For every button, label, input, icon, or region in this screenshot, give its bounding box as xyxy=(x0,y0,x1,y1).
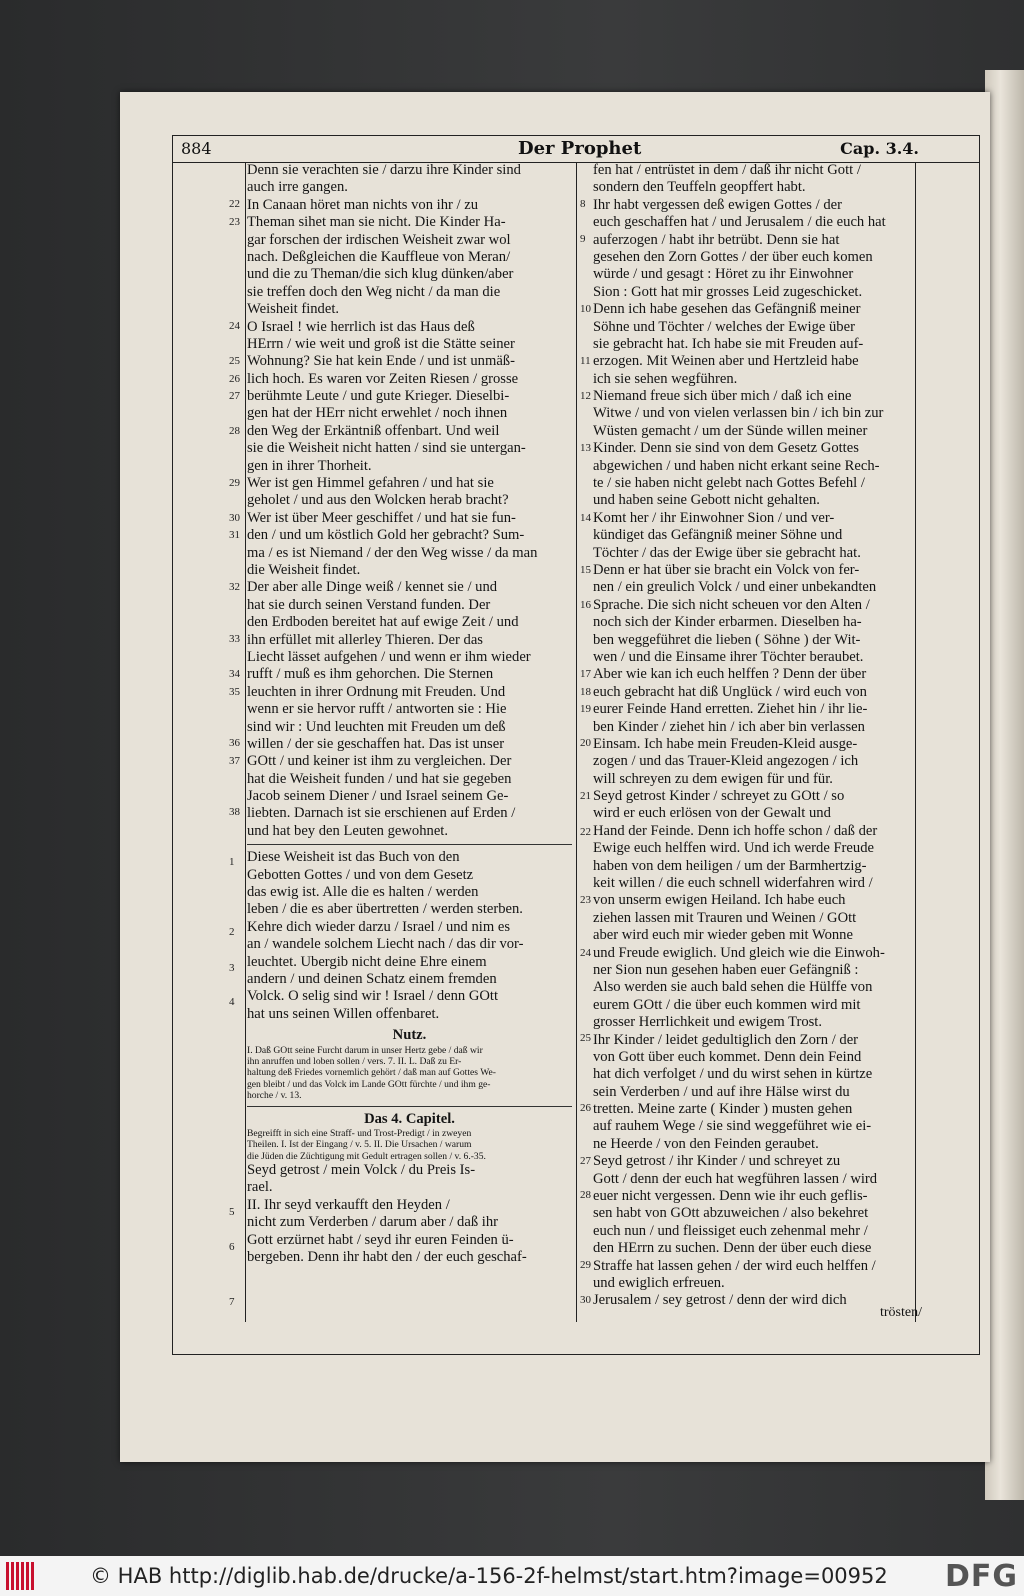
verse-number: 23 xyxy=(229,216,240,228)
verse-number: 36 xyxy=(229,737,240,749)
text-line: an / wandele solchem Liecht nach / das dir vor- xyxy=(247,936,524,953)
text-line: hat uns seinen Willen offenbaret. xyxy=(247,1005,440,1022)
text-line: O Israel ! wie herrlich ist das Haus deß xyxy=(247,318,475,335)
left-text-block xyxy=(247,162,572,840)
page-number: 884 xyxy=(181,139,212,158)
column-divider xyxy=(576,162,577,1322)
verse-number: 16 xyxy=(580,599,591,611)
text-line: Jacob seinem Diener / und Israel seinem Ge- xyxy=(247,788,509,805)
verse-number: 31 xyxy=(229,529,240,541)
verse-number: 27 xyxy=(580,1155,591,1167)
text-line: Liecht lässet aufgehen / und wenn er ihm wieder xyxy=(247,648,531,665)
text-line: und die zu Theman/die sich klug dünken/aber xyxy=(247,266,514,283)
text-line: wen / und die Einsame ihrer Töchter beraubet. xyxy=(593,648,864,665)
text-line: leuchten in ihrer Ordnung mit Freuden. Und xyxy=(247,683,506,700)
text-line: Denn ich habe gesehen das Gefängniß meiner xyxy=(593,301,861,318)
text-line: euch gebracht hat diß Unglück / wird euch von xyxy=(593,683,867,700)
verse-number: 30 xyxy=(229,512,240,524)
running-title: Der Prophet xyxy=(518,138,642,159)
text-line: fen hat / entrüstet in dem / daß ihr nicht Gott / xyxy=(593,162,861,178)
text-line: Wohnung? Sie hat kein Ende / und ist unmäß- xyxy=(247,353,515,370)
text-line: Seyd getrost Kinder / schreyet zu GOtt / so xyxy=(593,788,845,805)
verse-number: 7 xyxy=(229,1296,235,1308)
text-line: Denn er hat über sie bracht ein Volck von fer- xyxy=(593,561,860,578)
text-line: wird er euch erlösen von der Gewalt und xyxy=(593,805,831,822)
library-logo-icon xyxy=(6,1562,46,1590)
dfg-logo: DFG xyxy=(944,1559,1018,1594)
text-line: Ewige euch helffen wird. Und ich werde Freude xyxy=(593,840,874,857)
text-line: sein Verderben / und auf ihre Hälse wirst du xyxy=(593,1083,850,1100)
text-line: eurem GOtt / die über euch kommen wird mit xyxy=(593,996,861,1013)
section-rule xyxy=(247,1106,572,1107)
text-line: sen habt von GOtt abzuweichen / also bekehret xyxy=(593,1205,869,1222)
verse-number: 10 xyxy=(580,303,591,315)
text-line: ne Heerde / von den Feinden geraubet. xyxy=(593,1135,819,1152)
verse-number: 22 xyxy=(580,826,591,838)
verse-number: 3 xyxy=(229,962,235,974)
text-line: und ewiglich erfreuen. xyxy=(593,1275,725,1291)
text-line: tretten. Meine zarte ( Kinder ) musten gehen xyxy=(593,1101,853,1118)
text-line: euch geschaffen hat / und Jerusalem / die euch hat xyxy=(593,214,886,231)
nutz-heading: Nutz. xyxy=(392,1027,427,1044)
book-page xyxy=(120,92,990,1462)
text-line: und haben seine Gebott nicht gehalten. xyxy=(593,492,820,509)
verse-number: 30 xyxy=(580,1294,591,1306)
text-line: ner Sion nun gesehen haben euer Gefängniß : xyxy=(593,961,859,978)
verse-number: 24 xyxy=(580,947,591,959)
text-line: von Gott über euch kommet. Denn dein Feind xyxy=(593,1048,862,1065)
text-line: leuchtet. Ubergib nicht deine Ehre einem xyxy=(247,953,487,970)
verse-number: 21 xyxy=(580,790,591,802)
verse-number: 33 xyxy=(229,633,240,645)
section-rule xyxy=(247,844,572,845)
chapter-reference: Cap. 3.4. xyxy=(840,139,919,158)
verse-number: 29 xyxy=(580,1259,591,1271)
verse-number: 34 xyxy=(229,668,240,680)
text-line: noch sich der Kinder erbarmen. Dieselben ha- xyxy=(593,614,862,631)
text-line: eurer Feinde Hand erretten. Ziehet hin / ihr lie- xyxy=(593,701,868,718)
text-line: hat dich verfolget / und du wirst sehen in kürtze xyxy=(593,1066,873,1083)
text-line: Seyd getrost / ihr Kinder / und schreyet zu xyxy=(593,1153,841,1170)
text-line: Kinder. Denn sie sind von dem Gesetz Gottes xyxy=(593,440,859,457)
catchword: trösten/ xyxy=(880,1305,922,1320)
text-line: Theman sihet man sie nicht. Die Kinder Ha- xyxy=(247,214,506,231)
verse-number: 14 xyxy=(580,512,591,524)
text-line: Hand der Feinde. Denn ich hoffe schon / daß der xyxy=(593,822,878,839)
text-line: die Weisheit findet. xyxy=(247,561,361,578)
text-line: Niemand freue sich über mich / daß ich eine xyxy=(593,388,852,405)
text-line: auf rauhem Wege / sie sind weggeführet wie ei- xyxy=(593,1118,872,1135)
text-line: nach. Deßgleichen die Kauffleue von Meran/ xyxy=(247,248,511,265)
text-line: und hat bey den Leuten gewohnet. xyxy=(247,822,449,839)
text-line: ben weggeführet die lieben ( Söhne ) der Wit- xyxy=(593,631,861,648)
verse-number: 5 xyxy=(229,1206,235,1218)
text-line: auch irre gangen. xyxy=(247,179,348,196)
text-line: liebten. Darnach ist sie erschienen auf Erden / xyxy=(247,805,516,822)
note-line: gen bleibt / und das Volck im Lande GOtt fürchte / und ihm ge- xyxy=(247,1078,491,1090)
text-line: den Weg der Erkäntniß offenbart. Und weil xyxy=(247,422,500,439)
text-line: und Freude ewiglich. Und gleich wie die Einwoh- xyxy=(593,944,885,961)
text-line: gesehen den Zorn Gottes / der über euch komen xyxy=(593,248,873,265)
text-line: lich hoch. Es waren vor Zeiten Riesen / grosse xyxy=(247,370,519,387)
text-line: Der aber alle Dinge weiß / kennet sie / und xyxy=(247,579,498,596)
verse-number: 1 xyxy=(229,856,235,868)
text-line: sie treffen doch den Weg nicht / da man die xyxy=(247,283,501,300)
text-line: will schreyen zu dem ewigen für und für. xyxy=(593,770,833,787)
text-line: ihn erfüllet mit allerley Thieren. Der das xyxy=(247,631,483,648)
verse-number: 27 xyxy=(229,390,240,402)
text-line: Jerusalem / sey getrost / denn der wird dich xyxy=(593,1292,847,1309)
text-line: Aber wie kan ich euch helffen ? Denn der über xyxy=(593,666,867,683)
verse-number: 18 xyxy=(580,686,591,698)
text-line: haben von dem heiligen / um der Barmhertzig- xyxy=(593,857,867,874)
verse-number: 28 xyxy=(580,1189,591,1201)
text-line: rufft / muß es ihm gehorchen. Die Sternen xyxy=(247,666,494,683)
text-line: gar forschen der irdischen Weisheit zwar wol xyxy=(247,231,511,248)
text-line: keit willen / die euch schnell widerfahren wird / xyxy=(593,875,873,892)
text-line: ziehen lassen mit Trauren und Weinen / GOtt xyxy=(593,909,857,926)
text-line: Weisheit findet. xyxy=(247,301,340,318)
wisdom-paragraph xyxy=(247,849,572,1023)
chapter-opening xyxy=(247,1162,572,1266)
text-line: sie die Weisheit nicht hatten / sind sie untergan- xyxy=(247,440,526,457)
note-line: I. Daß GOtt seine Furcht darum in unser Hertz gebe / daß wir xyxy=(247,1044,483,1056)
text-frame xyxy=(172,135,980,1355)
text-line: den / und um köstlich Gold her gebracht? Sum- xyxy=(247,527,525,544)
left-margin-rule xyxy=(245,162,246,1322)
text-line: In Canaan höret man nichts von ihr / zu xyxy=(247,196,479,213)
text-line: sondern den Teuffeln geopffert habt. xyxy=(593,179,806,196)
verse-number: 24 xyxy=(229,320,240,332)
summary-line: Begreifft in sich eine Straff- und Trost-Predigt / in zweyen xyxy=(247,1127,472,1139)
text-line: grosser Herrlichkeit und ewigem Trost. xyxy=(593,1014,823,1031)
text-line: gen in ihrer Thorheit. xyxy=(247,457,372,474)
text-line: euch nun / und fleissiget euch zehenmal mehr / xyxy=(593,1222,868,1239)
text-line: ma / es ist Niemand / der den Weg wisse / da man xyxy=(247,544,538,561)
verse-number: 9 xyxy=(580,233,586,245)
text-line: Gott / denn der euch hat wegführen lassen / wird xyxy=(593,1170,878,1187)
text-line: sie gebracht hat. Ich habe sie mit Freuden auf- xyxy=(593,335,864,352)
text-line: Diese Weisheit ist das Buch von den xyxy=(247,849,460,866)
text-line: euer nicht vergessen. Denn wie ihr euch geflis- xyxy=(593,1188,868,1205)
facing-page-edge xyxy=(985,70,1024,1500)
text-line: nen / ein greulich Volck / und einer unbekandten xyxy=(593,579,877,596)
text-line: Söhne und Töchter / welches der Ewige über xyxy=(593,318,855,335)
verse-number: 4 xyxy=(229,996,235,1008)
text-line: Volck. O selig sind wir ! Israel / denn GOtt xyxy=(247,988,499,1005)
chapter-summary xyxy=(247,1128,572,1162)
text-line: GOtt / und keiner ist ihm zu vergleichen. Der xyxy=(247,753,512,770)
note-line: horche / v. 13. xyxy=(247,1090,302,1102)
text-line: willen / der sie geschaffen hat. Das ist unser xyxy=(247,735,505,752)
text-line: Kehre dich wieder darzu / Israel / und nim es xyxy=(247,918,510,935)
text-line: sind wir : Und leuchten mit Freuden um deß xyxy=(247,718,506,735)
text-line: Töchter / das der Ewige über sie gebracht hat. xyxy=(593,544,861,561)
summary-line: die Jüden die Züchtigung mit Gedult ertragen sollen / v. 6.-35. xyxy=(247,1150,486,1162)
text-line: Seyd getrost / mein Volck / du Preis Is- xyxy=(247,1162,476,1179)
verse-number: 26 xyxy=(580,1102,591,1114)
text-line: hat die Weisheit funden / und hat sie gegeben xyxy=(247,770,512,787)
verse-number: 12 xyxy=(580,390,591,402)
text-line: te / sie haben nicht gelebt nach Gottes Befehl / xyxy=(593,475,865,492)
verse-number: 23 xyxy=(580,894,591,906)
running-header xyxy=(173,136,979,163)
text-line: Straffe hat lassen gehen / der wird euch helffen / xyxy=(593,1257,876,1274)
text-line: zogen / und das Trauer-Kleid angezogen / ich xyxy=(593,753,859,770)
verse-number: 19 xyxy=(580,703,591,715)
text-line: Wer ist über Meer geschiffet / und hat sie fun- xyxy=(247,509,516,526)
text-line: HErrn / wie weit und groß ist die Stätte seiner xyxy=(247,335,515,352)
text-line: leben / die es aber übertretten / werden sterben. xyxy=(247,901,523,918)
verse-number: 29 xyxy=(229,477,240,489)
text-line: abgewichen / und haben nicht erkant seine Rech- xyxy=(593,457,880,474)
verse-number: 13 xyxy=(580,442,591,454)
summary-line: Theilen. I. Ist der Eingang / v. 5. II. Die Ursachen / warum xyxy=(247,1139,472,1151)
text-line: das ewig ist. Alle die es halten / werden xyxy=(247,884,479,901)
note-line: ihn anruffen und loben sollen / vers. 7. II. L. Daß zu Er- xyxy=(247,1055,462,1067)
verse-number: 32 xyxy=(229,581,240,593)
text-line: bergeben. Denn ihr habt den / der euch geschaf- xyxy=(247,1249,527,1266)
verse-number: 28 xyxy=(229,425,240,437)
nutz-notes xyxy=(247,1045,572,1102)
text-line: II. Ihr seyd verkaufft den Heyden / xyxy=(247,1196,450,1213)
text-line: von unserm ewigen Heiland. Ich habe euch xyxy=(593,892,846,909)
text-line: aber wird euch mir wieder geben mit Wonne xyxy=(593,927,853,944)
text-line: Ihr Kinder / leidet gedultiglich den Zorn / der xyxy=(593,1031,859,1048)
verse-number: 17 xyxy=(580,668,591,680)
verse-number: 15 xyxy=(580,564,591,576)
text-line: kündiget das Gefängniß meiner Söhne und xyxy=(593,527,843,544)
text-line: Gebotten Gottes / und von dem Gesetz xyxy=(247,866,474,883)
text-line: Sprache. Die sich nicht scheuen vor den Alten / xyxy=(593,596,870,613)
text-line: geholet / und aus den Wolcken herab bracht? xyxy=(247,492,509,509)
text-line: den Erdboden bereitet hat auf ewige Zeit / und xyxy=(247,614,519,631)
verse-number: 20 xyxy=(580,737,591,749)
verse-number: 2 xyxy=(229,926,235,938)
text-line: andern / und deinen Schatz einem fremden xyxy=(247,970,497,987)
verse-number: 37 xyxy=(229,755,240,767)
text-line: Gott erzürnet habt / seyd ihr euren Feinden ü- xyxy=(247,1231,514,1248)
text-line: Witwe / und von vielen verlassen bin / ich bin zur xyxy=(593,405,884,422)
text-line: erzogen. Mit Weinen aber und Hertzleid habe xyxy=(593,353,859,370)
text-line: auferzogen / habt ihr betrübt. Denn sie hat xyxy=(593,231,840,248)
text-line: wenn er sie hervor rufft / antworten sie : Hie xyxy=(247,701,507,718)
text-line: würde / und gesagt : Höret zu ihr Einwohner xyxy=(593,266,854,283)
right-column xyxy=(593,162,913,1310)
verse-number: 22 xyxy=(229,198,240,210)
footer-bar xyxy=(0,1556,1024,1596)
text-line: gen hat der HErr nicht erwehlet / noch ihnen xyxy=(247,405,508,422)
text-line: hat sie durch seinen Verstand funden. Der xyxy=(247,596,491,613)
footer-url[interactable]: © HAB http://diglib.hab.de/drucke/a-156-2f-helmst/start.htm?image=00952 xyxy=(90,1564,888,1588)
text-line: ich sie sehen wegführen. xyxy=(593,370,738,387)
text-line: berühmte Leute / und gute Krieger. Dieselbi- xyxy=(247,388,510,405)
text-line: Komt her / ihr Einwohner Sion / und ver- xyxy=(593,509,835,526)
verse-number: 11 xyxy=(580,355,591,367)
right-margin-rule xyxy=(915,162,916,1322)
verse-number: 25 xyxy=(580,1032,591,1044)
verse-number: 26 xyxy=(229,373,240,385)
text-line: Wüsten gemacht / um der Sünde willen meiner xyxy=(593,422,868,439)
text-line: Sion : Gott hat mir grosses Leid zugeschicket. xyxy=(593,283,863,300)
text-line: Also werden sie auch bald sehen die Hülffe von xyxy=(593,979,873,996)
right-text-block xyxy=(593,162,913,1310)
text-line: rael. xyxy=(247,1179,273,1196)
text-line: ben Kinder / ziehet hin / ich aber bin verlassen xyxy=(593,718,865,735)
text-line: Denn sie verachten sie / darzu ihre Kinder sind xyxy=(247,162,521,178)
text-line: nicht zum Verderben / darum aber / daß ihr xyxy=(247,1214,498,1231)
text-line: Ihr habt vergessen deß ewigen Gottes / der xyxy=(593,196,842,213)
text-line: Wer ist gen Himmel gefahren / und hat sie xyxy=(247,475,494,492)
chapter-heading: Das 4. Capitel. xyxy=(364,1110,455,1127)
verse-number: 8 xyxy=(580,198,586,210)
verse-number: 6 xyxy=(229,1241,235,1253)
verse-number: 38 xyxy=(229,806,240,818)
text-line: den HErrn zu suchen. Denn der über euch diese xyxy=(593,1240,872,1257)
left-column xyxy=(247,162,572,1266)
verse-number: 35 xyxy=(229,686,240,698)
note-line: haltung deß Friedes vornemlich gehört / daß man auf Gottes We- xyxy=(247,1067,496,1079)
text-line: Einsam. Ich habe mein Freuden-Kleid ausge- xyxy=(593,735,858,752)
verse-number: 25 xyxy=(229,355,240,367)
